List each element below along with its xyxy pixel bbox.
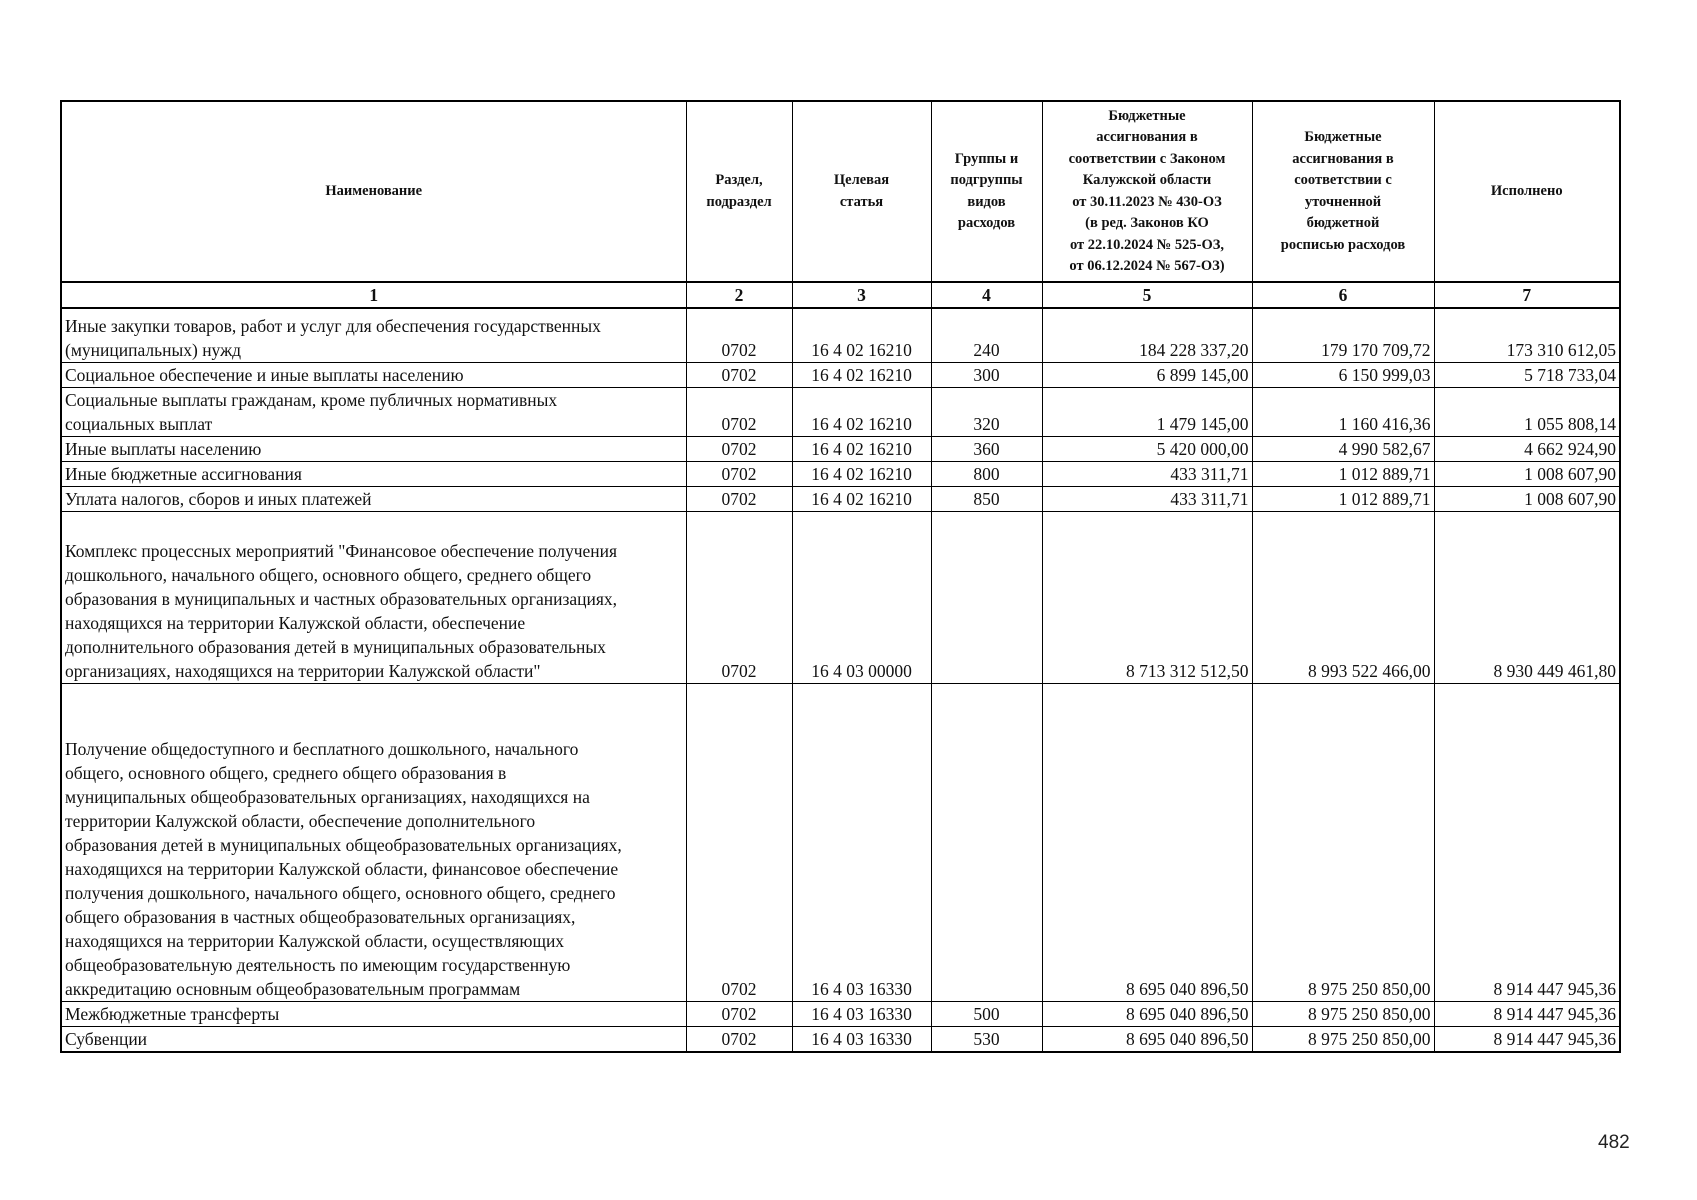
- cell-executed: 8 914 447 945,36: [1434, 1001, 1620, 1026]
- column-header-refined-appropriations: Бюджетные ассигнования в соответствии с уточненной бюджетной росписью расходов: [1252, 101, 1434, 282]
- cell-executed: 8 914 447 945,36: [1434, 683, 1620, 1001]
- cell-section: 0702: [686, 683, 792, 1001]
- column-header-expense-group: Группы и подгруппы видов расходов: [931, 101, 1042, 282]
- cell-name: Комплекс процессных мероприятий "Финансовое обеспечение получения дошкольного, начального общего, основного общего, среднего общего образования в муниципальных и частных образовательных организациях, находящихся на территории Калужской области, обеспечение дополнительного образования детей в муниципальных образовательных организациях, находящихся на территории Калужской области": [61, 511, 686, 683]
- cell-expense-group: 530: [931, 1026, 1042, 1052]
- cell-name: Получение общедоступного и бесплатного дошкольного, начального общего, основного общего, среднего общего образования в муниципальных общеобразовательных организациях, находящихся на территории Калужской области, обеспечение дополнительного образования детей в муниципальных общеобразовательных организациях, находящихся на территории Калужской области, финансовое обеспечение получения дошкольного, начального общего, основного общего, среднего общего образования в частных общеобразовательных организациях, находящихся на территории Калужской области, осуществляющих общеобразовательную деятельность по имеющим государственную аккредитацию основным общеобразовательным программам: [61, 683, 686, 1001]
- cell-executed: 8 930 449 461,80: [1434, 511, 1620, 683]
- cell-law-appropriations: 184 228 337,20: [1042, 308, 1252, 362]
- cell-executed: 173 310 612,05: [1434, 308, 1620, 362]
- cell-target-article: 16 4 02 16210: [792, 486, 931, 511]
- cell-name: Субвенции: [61, 1026, 686, 1052]
- cell-executed: 5 718 733,04: [1434, 362, 1620, 387]
- cell-law-appropriations: 8 695 040 896,50: [1042, 1026, 1252, 1052]
- table-row: [61, 387, 1620, 436]
- cell-name: Уплата налогов, сборов и иных платежей: [61, 486, 686, 511]
- column-number-row: [61, 282, 1620, 308]
- cell-refined-appropriations: 8 975 250 850,00: [1252, 1001, 1434, 1026]
- cell-section: 0702: [686, 362, 792, 387]
- cell-executed: 8 914 447 945,36: [1434, 1026, 1620, 1052]
- column-number: 3: [792, 282, 931, 308]
- table-row: [61, 683, 1620, 1001]
- cell-expense-group: 800: [931, 461, 1042, 486]
- cell-law-appropriations: 8 695 040 896,50: [1042, 1001, 1252, 1026]
- cell-law-appropriations: 8 713 312 512,50: [1042, 511, 1252, 683]
- column-header-target-article: Целевая статья: [792, 101, 931, 282]
- cell-target-article: 16 4 03 16330: [792, 683, 931, 1001]
- cell-section: 0702: [686, 308, 792, 362]
- cell-section: 0702: [686, 387, 792, 436]
- cell-law-appropriations: 433 311,71: [1042, 486, 1252, 511]
- table-row: [61, 1001, 1620, 1026]
- cell-expense-group: 320: [931, 387, 1042, 436]
- table-row: [61, 1026, 1620, 1052]
- cell-expense-group: [931, 683, 1042, 1001]
- cell-name: Иные закупки товаров, работ и услуг для обеспечения государственных (муниципальных) нужд: [61, 308, 686, 362]
- cell-section: 0702: [686, 486, 792, 511]
- cell-target-article: 16 4 02 16210: [792, 436, 931, 461]
- cell-law-appropriations: 8 695 040 896,50: [1042, 683, 1252, 1001]
- cell-refined-appropriations: 8 993 522 466,00: [1252, 511, 1434, 683]
- cell-name: Социальное обеспечение и иные выплаты населению: [61, 362, 686, 387]
- cell-section: 0702: [686, 1026, 792, 1052]
- cell-expense-group: 500: [931, 1001, 1042, 1026]
- cell-law-appropriations: 433 311,71: [1042, 461, 1252, 486]
- cell-executed: 1 055 808,14: [1434, 387, 1620, 436]
- column-header-name: Наименование: [61, 101, 686, 282]
- cell-section: 0702: [686, 511, 792, 683]
- table-row: [61, 362, 1620, 387]
- cell-section: 0702: [686, 436, 792, 461]
- table-row: [61, 486, 1620, 511]
- column-header-section: Раздел, подраздел: [686, 101, 792, 282]
- column-number: 5: [1042, 282, 1252, 308]
- cell-target-article: 16 4 02 16210: [792, 387, 931, 436]
- cell-section: 0702: [686, 1001, 792, 1026]
- cell-refined-appropriations: 6 150 999,03: [1252, 362, 1434, 387]
- cell-law-appropriations: 1 479 145,00: [1042, 387, 1252, 436]
- cell-refined-appropriations: 1 012 889,71: [1252, 461, 1434, 486]
- cell-name: Иные бюджетные ассигнования: [61, 461, 686, 486]
- cell-refined-appropriations: 4 990 582,67: [1252, 436, 1434, 461]
- column-number: 4: [931, 282, 1042, 308]
- column-number: 6: [1252, 282, 1434, 308]
- cell-name: Межбюджетные трансферты: [61, 1001, 686, 1026]
- cell-expense-group: 300: [931, 362, 1042, 387]
- header-row: [61, 101, 1620, 282]
- cell-law-appropriations: 5 420 000,00: [1042, 436, 1252, 461]
- cell-refined-appropriations: 1 160 416,36: [1252, 387, 1434, 436]
- cell-target-article: 16 4 02 16210: [792, 461, 931, 486]
- cell-executed: 1 008 607,90: [1434, 461, 1620, 486]
- budget-table: [60, 100, 1621, 1053]
- cell-expense-group: 240: [931, 308, 1042, 362]
- cell-refined-appropriations: 179 170 709,72: [1252, 308, 1434, 362]
- cell-section: 0702: [686, 461, 792, 486]
- column-number: 1: [61, 282, 686, 308]
- cell-target-article: 16 4 03 00000: [792, 511, 931, 683]
- cell-name: Социальные выплаты гражданам, кроме публичных нормативных социальных выплат: [61, 387, 686, 436]
- table-row: [61, 308, 1620, 362]
- cell-refined-appropriations: 8 975 250 850,00: [1252, 1026, 1434, 1052]
- cell-expense-group: [931, 511, 1042, 683]
- column-header-executed: Исполнено: [1434, 101, 1620, 282]
- cell-executed: 1 008 607,90: [1434, 486, 1620, 511]
- cell-target-article: 16 4 03 16330: [792, 1001, 931, 1026]
- column-number: 7: [1434, 282, 1620, 308]
- page-number: 482: [1598, 1132, 1630, 1153]
- cell-name: Иные выплаты населению: [61, 436, 686, 461]
- cell-law-appropriations: 6 899 145,00: [1042, 362, 1252, 387]
- cell-executed: 4 662 924,90: [1434, 436, 1620, 461]
- cell-refined-appropriations: 8 975 250 850,00: [1252, 683, 1434, 1001]
- cell-target-article: 16 4 02 16210: [792, 308, 931, 362]
- cell-target-article: 16 4 02 16210: [792, 362, 931, 387]
- cell-expense-group: 360: [931, 436, 1042, 461]
- cell-target-article: 16 4 03 16330: [792, 1026, 931, 1052]
- table-row: [61, 511, 1620, 683]
- cell-expense-group: 850: [931, 486, 1042, 511]
- table-row: [61, 436, 1620, 461]
- cell-refined-appropriations: 1 012 889,71: [1252, 486, 1434, 511]
- column-number: 2: [686, 282, 792, 308]
- table-row: [61, 461, 1620, 486]
- column-header-law-appropriations: Бюджетные ассигнования в соответствии с Законом Калужской области от 30.11.2023 № 430-ОЗ (в ред. Законов КО от 22.10.2024 № 525-ОЗ, от 06.12.2024 № 567-ОЗ): [1042, 101, 1252, 282]
